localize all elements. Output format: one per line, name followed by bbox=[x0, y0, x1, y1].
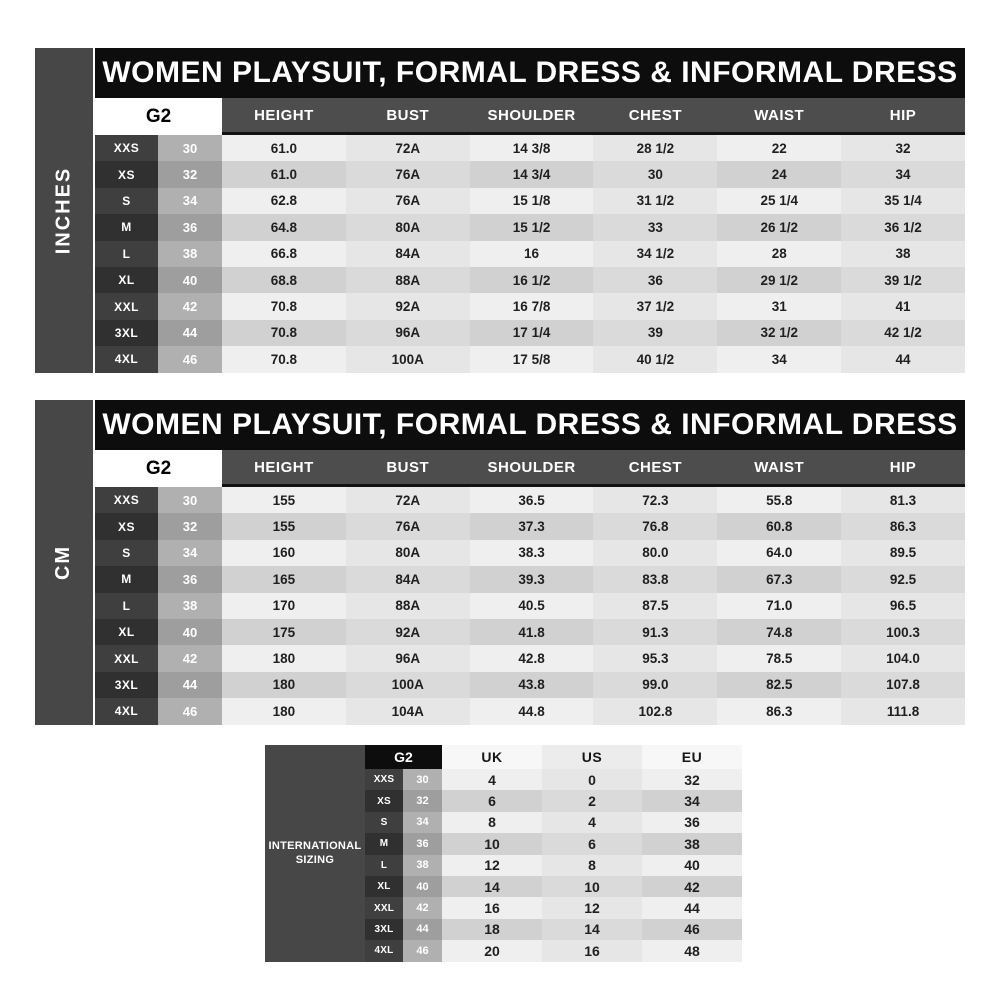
value-cell: 107.8 bbox=[841, 672, 965, 698]
value-cell: 67.3 bbox=[717, 566, 841, 592]
value-cell: 15 1/2 bbox=[470, 214, 594, 240]
value-cell: 64.0 bbox=[717, 540, 841, 566]
value-cell: 83.8 bbox=[593, 566, 717, 592]
value-cell: 95.3 bbox=[593, 645, 717, 671]
size-label-cell: 4XL bbox=[95, 698, 158, 724]
g2-number-cell: 38 bbox=[158, 593, 222, 619]
value-cell: 40.5 bbox=[470, 593, 594, 619]
value-cell: 16 bbox=[542, 940, 642, 961]
international-table-rows bbox=[365, 769, 742, 962]
size-label-cell: 3XL bbox=[365, 919, 403, 940]
column-header-height: HEIGHT bbox=[222, 450, 346, 487]
table-row-l bbox=[95, 241, 965, 267]
value-cell: 100A bbox=[346, 672, 470, 698]
value-cell: 34 1/2 bbox=[593, 241, 717, 267]
g2-number-cell: 44 bbox=[158, 672, 222, 698]
size-label-cell: XXL bbox=[365, 897, 403, 918]
value-cell: 28 bbox=[717, 241, 841, 267]
size-label-cell: XS bbox=[95, 161, 158, 187]
column-header-bust: BUST bbox=[346, 98, 470, 135]
column-header-uk: UK bbox=[442, 745, 542, 769]
value-cell: 72A bbox=[346, 487, 470, 513]
table-row-xl bbox=[95, 619, 965, 645]
value-cell: 28 1/2 bbox=[593, 135, 717, 161]
value-cell: 72.3 bbox=[593, 487, 717, 513]
value-cell: 22 bbox=[717, 135, 841, 161]
value-cell: 180 bbox=[222, 672, 346, 698]
value-cell: 81.3 bbox=[841, 487, 965, 513]
value-cell: 42 bbox=[642, 876, 742, 897]
table-row-3xl bbox=[95, 672, 965, 698]
size-label-cell: XXS bbox=[95, 487, 158, 513]
value-cell: 175 bbox=[222, 619, 346, 645]
value-cell: 36.5 bbox=[470, 487, 594, 513]
table-row-s bbox=[95, 540, 965, 566]
size-system-header: G2 bbox=[95, 98, 222, 135]
value-cell: 38 bbox=[841, 241, 965, 267]
table-row-s bbox=[365, 812, 742, 833]
value-cell: 70.8 bbox=[222, 346, 346, 372]
value-cell: 96.5 bbox=[841, 593, 965, 619]
value-cell: 88A bbox=[346, 267, 470, 293]
value-cell: 10 bbox=[542, 876, 642, 897]
value-cell: 60.8 bbox=[717, 513, 841, 539]
value-cell: 96A bbox=[346, 645, 470, 671]
table-row-4xl bbox=[95, 698, 965, 724]
value-cell: 32 1/2 bbox=[717, 320, 841, 346]
table-row-xxs bbox=[95, 487, 965, 513]
table-row-4xl bbox=[95, 346, 965, 372]
size-label-cell: S bbox=[95, 188, 158, 214]
table-row-xs bbox=[365, 790, 742, 811]
value-cell: 68.8 bbox=[222, 267, 346, 293]
size-label-cell: L bbox=[365, 855, 403, 876]
value-cell: 16 1/2 bbox=[470, 267, 594, 293]
value-cell: 80A bbox=[346, 540, 470, 566]
inches-table-title: WOMEN PLAYSUIT, FORMAL DRESS & INFORMAL DRESS bbox=[95, 48, 965, 98]
unit-rail-inches bbox=[35, 48, 93, 373]
table-row-m bbox=[95, 566, 965, 592]
g2-number-cell: 32 bbox=[158, 161, 222, 187]
value-cell: 32 bbox=[642, 769, 742, 790]
value-cell: 102.8 bbox=[593, 698, 717, 724]
value-cell: 92A bbox=[346, 619, 470, 645]
value-cell: 14 3/8 bbox=[470, 135, 594, 161]
column-header-shoulder: SHOULDER bbox=[470, 450, 594, 487]
value-cell: 61.0 bbox=[222, 161, 346, 187]
value-cell: 2 bbox=[542, 790, 642, 811]
g2-number-cell: 34 bbox=[403, 812, 442, 833]
value-cell: 8 bbox=[542, 855, 642, 876]
value-cell: 46 bbox=[642, 919, 742, 940]
value-cell: 99.0 bbox=[593, 672, 717, 698]
column-header-chest: CHEST bbox=[593, 98, 717, 135]
value-cell: 38 bbox=[642, 833, 742, 854]
g2-number-cell: 44 bbox=[403, 919, 442, 940]
value-cell: 72A bbox=[346, 135, 470, 161]
table-row-m bbox=[95, 214, 965, 240]
value-cell: 80A bbox=[346, 214, 470, 240]
column-header-chest: CHEST bbox=[593, 450, 717, 487]
column-header-us: US bbox=[542, 745, 642, 769]
value-cell: 89.5 bbox=[841, 540, 965, 566]
table-row-3xl bbox=[365, 919, 742, 940]
value-cell: 104A bbox=[346, 698, 470, 724]
value-cell: 37 1/2 bbox=[593, 293, 717, 319]
value-cell: 15 1/8 bbox=[470, 188, 594, 214]
international-header-row bbox=[365, 745, 742, 769]
size-label-cell: XL bbox=[95, 267, 158, 293]
inches-table-grid bbox=[95, 48, 965, 373]
g2-number-cell: 46 bbox=[158, 698, 222, 724]
intl-label-line1: INTERNATIONAL bbox=[268, 839, 362, 852]
column-header-shoulder: SHOULDER bbox=[470, 98, 594, 135]
g2-number-cell: 32 bbox=[158, 513, 222, 539]
value-cell: 80.0 bbox=[593, 540, 717, 566]
column-headers bbox=[222, 98, 965, 135]
value-cell: 48 bbox=[642, 940, 742, 961]
international-table-grid bbox=[365, 745, 742, 962]
table-row-l bbox=[365, 855, 742, 876]
value-cell: 0 bbox=[542, 769, 642, 790]
value-cell: 76.8 bbox=[593, 513, 717, 539]
value-cell: 37.3 bbox=[470, 513, 594, 539]
international-size-table bbox=[265, 745, 742, 962]
g2-number-cell: 36 bbox=[158, 214, 222, 240]
international-sizing-label bbox=[265, 745, 365, 962]
value-cell: 40 bbox=[642, 855, 742, 876]
value-cell: 34 bbox=[841, 161, 965, 187]
table-row-xl bbox=[95, 267, 965, 293]
value-cell: 86.3 bbox=[717, 698, 841, 724]
value-cell: 31 bbox=[717, 293, 841, 319]
value-cell: 12 bbox=[542, 897, 642, 918]
value-cell: 180 bbox=[222, 698, 346, 724]
column-headers bbox=[222, 450, 965, 487]
size-label-cell: XS bbox=[365, 790, 403, 811]
g2-number-cell: 38 bbox=[403, 855, 442, 876]
cm-table-grid bbox=[95, 400, 965, 725]
size-system-header: G2 bbox=[95, 450, 222, 487]
g2-number-cell: 46 bbox=[158, 346, 222, 372]
value-cell: 76A bbox=[346, 188, 470, 214]
table-row-xs bbox=[95, 513, 965, 539]
g2-number-cell: 30 bbox=[158, 487, 222, 513]
table-row-xs bbox=[95, 161, 965, 187]
value-cell: 104.0 bbox=[841, 645, 965, 671]
value-cell: 66.8 bbox=[222, 241, 346, 267]
size-label-cell: 3XL bbox=[95, 672, 158, 698]
size-label-cell: XXS bbox=[95, 135, 158, 161]
column-header-height: HEIGHT bbox=[222, 98, 346, 135]
cm-size-table bbox=[35, 400, 965, 725]
size-label-cell: XS bbox=[95, 513, 158, 539]
value-cell: 92.5 bbox=[841, 566, 965, 592]
value-cell: 41 bbox=[841, 293, 965, 319]
value-cell: 70.8 bbox=[222, 293, 346, 319]
size-label-cell: L bbox=[95, 593, 158, 619]
value-cell: 18 bbox=[442, 919, 542, 940]
value-cell: 44.8 bbox=[470, 698, 594, 724]
size-label-cell: L bbox=[95, 241, 158, 267]
inches-table-rows bbox=[95, 135, 965, 373]
value-cell: 70.8 bbox=[222, 320, 346, 346]
value-cell: 29 1/2 bbox=[717, 267, 841, 293]
unit-rail-cm bbox=[35, 400, 93, 725]
value-cell: 44 bbox=[642, 897, 742, 918]
size-label-cell: 3XL bbox=[95, 320, 158, 346]
g2-number-cell: 46 bbox=[403, 940, 442, 961]
value-cell: 96A bbox=[346, 320, 470, 346]
g2-number-cell: 42 bbox=[158, 645, 222, 671]
value-cell: 6 bbox=[442, 790, 542, 811]
value-cell: 84A bbox=[346, 241, 470, 267]
value-cell: 100.3 bbox=[841, 619, 965, 645]
value-cell: 74.8 bbox=[717, 619, 841, 645]
value-cell: 6 bbox=[542, 833, 642, 854]
value-cell: 26 1/2 bbox=[717, 214, 841, 240]
column-header-eu: EU bbox=[642, 745, 742, 769]
value-cell: 14 bbox=[542, 919, 642, 940]
value-cell: 100A bbox=[346, 346, 470, 372]
cm-header-row bbox=[95, 450, 965, 487]
value-cell: 39 1/2 bbox=[841, 267, 965, 293]
g2-number-cell: 42 bbox=[158, 293, 222, 319]
value-cell: 36 bbox=[642, 812, 742, 833]
table-row-xl bbox=[365, 876, 742, 897]
value-cell: 160 bbox=[222, 540, 346, 566]
table-row-xxs bbox=[365, 769, 742, 790]
unit-label-cm: CM bbox=[52, 544, 75, 580]
value-cell: 30 bbox=[593, 161, 717, 187]
value-cell: 39.3 bbox=[470, 566, 594, 592]
value-cell: 61.0 bbox=[222, 135, 346, 161]
table-row-xxs bbox=[95, 135, 965, 161]
value-cell: 25 1/4 bbox=[717, 188, 841, 214]
value-cell: 16 bbox=[442, 897, 542, 918]
value-cell: 31 1/2 bbox=[593, 188, 717, 214]
value-cell: 10 bbox=[442, 833, 542, 854]
g2-number-cell: 34 bbox=[158, 188, 222, 214]
size-label-cell: XL bbox=[95, 619, 158, 645]
value-cell: 91.3 bbox=[593, 619, 717, 645]
value-cell: 32 bbox=[841, 135, 965, 161]
value-cell: 55.8 bbox=[717, 487, 841, 513]
g2-number-cell: 36 bbox=[158, 566, 222, 592]
column-header-bust: BUST bbox=[346, 450, 470, 487]
g2-number-cell: 40 bbox=[158, 267, 222, 293]
value-cell: 35 1/4 bbox=[841, 188, 965, 214]
value-cell: 64.8 bbox=[222, 214, 346, 240]
value-cell: 42.8 bbox=[470, 645, 594, 671]
value-cell: 42 1/2 bbox=[841, 320, 965, 346]
column-header-waist: WAIST bbox=[717, 450, 841, 487]
size-label-cell: XXL bbox=[95, 293, 158, 319]
size-label-cell: M bbox=[95, 566, 158, 592]
table-row-m bbox=[365, 833, 742, 854]
value-cell: 4 bbox=[542, 812, 642, 833]
table-row-4xl bbox=[365, 940, 742, 961]
cm-table-title: WOMEN PLAYSUIT, FORMAL DRESS & INFORMAL DRESS bbox=[95, 400, 965, 450]
column-headers bbox=[442, 745, 742, 769]
column-header-hip: HIP bbox=[841, 98, 965, 135]
value-cell: 88A bbox=[346, 593, 470, 619]
size-label-cell: XXS bbox=[365, 769, 403, 790]
g2-number-cell: 30 bbox=[403, 769, 442, 790]
value-cell: 44 bbox=[841, 346, 965, 372]
value-cell: 76A bbox=[346, 513, 470, 539]
value-cell: 165 bbox=[222, 566, 346, 592]
value-cell: 86.3 bbox=[841, 513, 965, 539]
g2-number-cell: 42 bbox=[403, 897, 442, 918]
value-cell: 71.0 bbox=[717, 593, 841, 619]
value-cell: 155 bbox=[222, 513, 346, 539]
g2-number-cell: 30 bbox=[158, 135, 222, 161]
g2-number-cell: 32 bbox=[403, 790, 442, 811]
value-cell: 4 bbox=[442, 769, 542, 790]
inches-size-table bbox=[35, 48, 965, 373]
size-label-cell: S bbox=[365, 812, 403, 833]
size-label-cell: S bbox=[95, 540, 158, 566]
table-row-l bbox=[95, 593, 965, 619]
value-cell: 36 bbox=[593, 267, 717, 293]
value-cell: 24 bbox=[717, 161, 841, 187]
value-cell: 40 1/2 bbox=[593, 346, 717, 372]
value-cell: 82.5 bbox=[717, 672, 841, 698]
value-cell: 170 bbox=[222, 593, 346, 619]
value-cell: 34 bbox=[642, 790, 742, 811]
value-cell: 36 1/2 bbox=[841, 214, 965, 240]
value-cell: 38.3 bbox=[470, 540, 594, 566]
value-cell: 34 bbox=[717, 346, 841, 372]
g2-number-cell: 44 bbox=[158, 320, 222, 346]
value-cell: 14 bbox=[442, 876, 542, 897]
value-cell: 180 bbox=[222, 645, 346, 671]
value-cell: 20 bbox=[442, 940, 542, 961]
table-row-xxl bbox=[365, 897, 742, 918]
value-cell: 84A bbox=[346, 566, 470, 592]
intl-label-line2: SIZING bbox=[295, 854, 335, 867]
size-label-cell: 4XL bbox=[365, 940, 403, 961]
size-label-cell: M bbox=[365, 833, 403, 854]
column-header-waist: WAIST bbox=[717, 98, 841, 135]
value-cell: 16 7/8 bbox=[470, 293, 594, 319]
g2-number-cell: 38 bbox=[158, 241, 222, 267]
g2-number-cell: 36 bbox=[403, 833, 442, 854]
size-label-cell: M bbox=[95, 214, 158, 240]
size-label-cell: XL bbox=[365, 876, 403, 897]
value-cell: 155 bbox=[222, 487, 346, 513]
value-cell: 33 bbox=[593, 214, 717, 240]
inches-header-row bbox=[95, 98, 965, 135]
value-cell: 62.8 bbox=[222, 188, 346, 214]
table-row-xxl bbox=[95, 645, 965, 671]
value-cell: 111.8 bbox=[841, 698, 965, 724]
g2-number-cell: 40 bbox=[403, 876, 442, 897]
value-cell: 41.8 bbox=[470, 619, 594, 645]
cm-table-rows bbox=[95, 487, 965, 725]
column-header-hip: HIP bbox=[841, 450, 965, 487]
size-label-cell: 4XL bbox=[95, 346, 158, 372]
value-cell: 87.5 bbox=[593, 593, 717, 619]
g2-number-cell: 40 bbox=[158, 619, 222, 645]
value-cell: 43.8 bbox=[470, 672, 594, 698]
table-row-s bbox=[95, 188, 965, 214]
value-cell: 78.5 bbox=[717, 645, 841, 671]
table-row-xxl bbox=[95, 293, 965, 319]
value-cell: 12 bbox=[442, 855, 542, 876]
value-cell: 17 5/8 bbox=[470, 346, 594, 372]
value-cell: 92A bbox=[346, 293, 470, 319]
size-label-cell: XXL bbox=[95, 645, 158, 671]
g2-number-cell: 34 bbox=[158, 540, 222, 566]
value-cell: 8 bbox=[442, 812, 542, 833]
value-cell: 39 bbox=[593, 320, 717, 346]
table-row-3xl bbox=[95, 320, 965, 346]
value-cell: 17 1/4 bbox=[470, 320, 594, 346]
unit-label-inches: INCHES bbox=[52, 166, 75, 255]
size-system-header: G2 bbox=[365, 745, 442, 769]
value-cell: 14 3/4 bbox=[470, 161, 594, 187]
value-cell: 76A bbox=[346, 161, 470, 187]
value-cell: 16 bbox=[470, 241, 594, 267]
